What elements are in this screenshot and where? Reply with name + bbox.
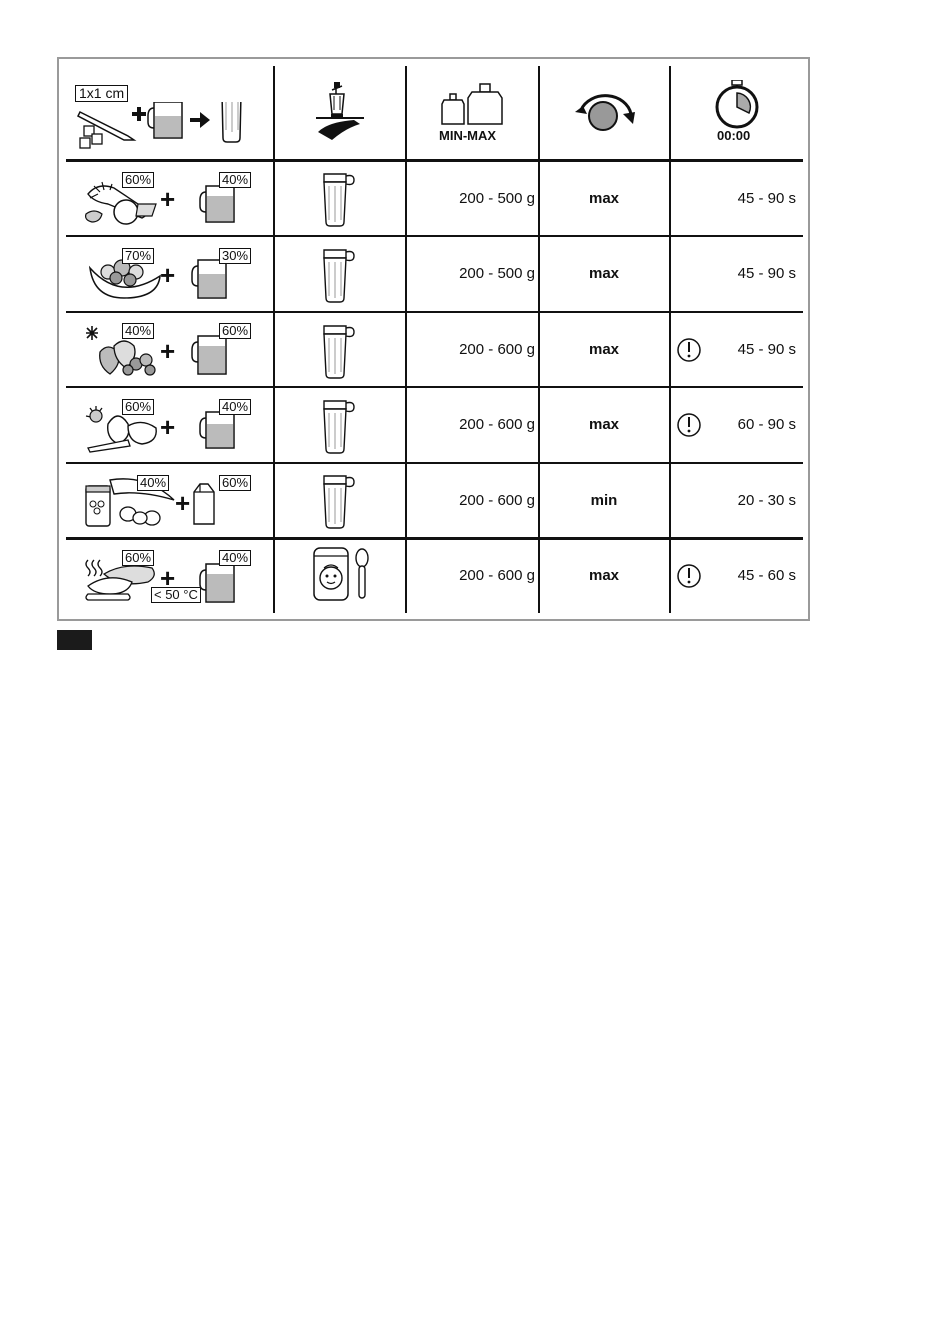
liquid-jug-icon	[198, 410, 240, 450]
ingredient-percent-badge: 60%	[122, 399, 154, 415]
liquid-percent-badge: 40%	[219, 550, 251, 566]
weight-value: 200 - 500 g	[459, 190, 535, 207]
speed-value: max	[588, 341, 620, 358]
liquid-percent-badge: 30%	[219, 248, 251, 264]
row-divider	[66, 537, 803, 540]
weight-value: 200 - 500 g	[459, 265, 535, 282]
row-divider	[66, 462, 803, 464]
plus-sign: +	[160, 563, 176, 593]
liquid-jug-icon	[198, 184, 240, 224]
time-value: 20 - 30 s	[737, 492, 796, 509]
ingredient-percent-badge: 60%	[122, 172, 154, 188]
liquid-jug-icon	[190, 334, 232, 376]
liquid-jug-icon	[198, 562, 240, 604]
weight-value: 200 - 600 g	[459, 567, 535, 584]
cut-size-badge: 1x1 cm	[75, 85, 128, 102]
column-divider	[669, 66, 671, 613]
weight-value: 200 - 600 g	[459, 416, 535, 433]
ingredient-percent-badge: 40%	[137, 475, 169, 491]
temperature-badge: < 50 °C	[151, 587, 201, 603]
weights-icon	[438, 82, 508, 130]
plus-sign: +	[175, 488, 191, 518]
bottle-icon	[320, 170, 356, 228]
timer-label: 00:00	[717, 128, 751, 143]
column-divider	[273, 66, 275, 613]
row-divider	[66, 311, 803, 313]
speed-value: max	[588, 190, 620, 207]
header-divider	[66, 159, 803, 162]
time-value: 45 - 90 s	[737, 265, 796, 282]
liquid-percent-badge: 60%	[219, 475, 251, 491]
speed-value: max	[588, 416, 620, 433]
weight-value: 200 - 600 g	[459, 492, 535, 509]
row-divider	[66, 386, 803, 388]
bottle-icon	[320, 397, 356, 455]
speed-value: min	[590, 492, 618, 509]
time-value: 45 - 60 s	[737, 567, 796, 584]
ingredient-percent-badge: 60%	[122, 550, 154, 566]
liquid-percent-badge: 60%	[219, 323, 251, 339]
blender-on-hand-icon	[312, 80, 368, 142]
time-value: 60 - 90 s	[737, 416, 796, 433]
stopwatch-icon	[712, 80, 762, 130]
speed-value: max	[588, 567, 620, 584]
bottle-icon	[320, 246, 356, 304]
row-divider	[66, 235, 803, 237]
bottle-icon	[320, 472, 356, 530]
plus-sign: +	[160, 336, 176, 366]
column-divider	[405, 66, 407, 613]
time-value: 45 - 90 s	[737, 341, 796, 358]
ingredient-percent-badge: 40%	[122, 323, 154, 339]
column-divider	[538, 66, 540, 613]
plus-sign: +	[160, 184, 176, 214]
section-marker	[57, 630, 92, 650]
weight-value: 200 - 600 g	[459, 341, 535, 358]
rotary-knob-icon	[573, 86, 637, 138]
weight-range-label: MIN-MAX	[439, 128, 497, 143]
plus-sign: +	[160, 412, 176, 442]
cut-and-fill-icon	[76, 102, 266, 154]
milk-carton-icon	[192, 480, 216, 526]
liquid-percent-badge: 40%	[219, 172, 251, 188]
liquid-jug-icon	[190, 258, 232, 300]
baby-food-jar-icon	[310, 546, 376, 604]
time-value: 45 - 90 s	[737, 190, 796, 207]
speed-value: max	[588, 265, 620, 282]
liquid-percent-badge: 40%	[219, 399, 251, 415]
bottle-icon	[320, 322, 356, 380]
ingredient-percent-badge: 70%	[122, 248, 154, 264]
plus-sign: +	[160, 260, 176, 290]
